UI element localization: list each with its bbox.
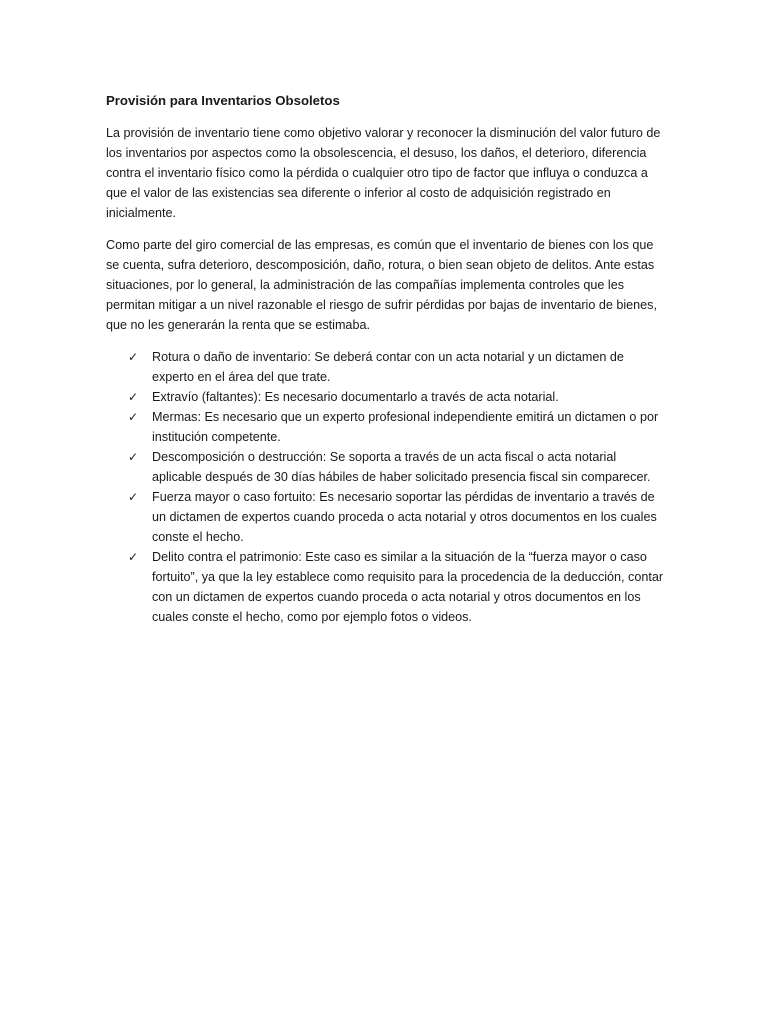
- list-item: [106, 547, 666, 627]
- document-page: [106, 91, 666, 627]
- check-icon: ✓: [128, 450, 139, 464]
- list-item-text: Extravío (faltantes): Es necesario documentarlo a través de acta notarial.: [152, 390, 559, 404]
- check-icon: ✓: [128, 490, 139, 504]
- check-icon: ✓: [128, 350, 139, 364]
- list-item-text: Mermas: Es necesario que un experto profesional independiente emitirá un dictamen o por institución competente.: [152, 410, 659, 444]
- check-icon: ✓: [128, 390, 139, 404]
- document-title: Provisión para Inventarios Obsoletos: [106, 93, 340, 108]
- paragraph-intro: La provisión de inventario tiene como objetivo valorar y reconocer la disminución del valor futuro de los inventarios por aspectos como la obsolescencia, el desuso, los daños, el deterioro, diferencia contra el inventario físico como la pérdida o cualquier otro tipo de factor que influya o conduzca a que el valor de las existencias sea diferente o inferior al costo de adquisición registrado en inicialmente.: [106, 126, 661, 220]
- list-item-text: Rotura o daño de inventario: Se deberá contar con un acta notarial y un dictamen de experto en el área del que trate.: [152, 350, 624, 384]
- check-icon: ✓: [128, 410, 139, 424]
- checklist: [106, 347, 666, 627]
- list-item: [106, 407, 666, 447]
- list-item-text: Fuerza mayor o caso fortuito: Es necesario soportar las pérdidas de inventario a través de un dictamen de expertos cuando proceda o acta notarial y otros documentos en los cuales conste el hecho.: [152, 490, 657, 544]
- list-item: [106, 347, 666, 387]
- list-item-text: Delito contra el patrimonio: Este caso es similar a la situación de la “fuerza mayor o caso fortuito”, ya que la ley establece como requisito para la procedencia de la deducción, contar con un dictamen de expertos cuando proceda o acta notarial y otros documentos en los cuales conste el hecho, como por ejemplo fotos o videos.: [152, 550, 664, 624]
- list-item: [106, 447, 666, 487]
- check-icon: ✓: [128, 550, 139, 564]
- list-item: [106, 387, 666, 407]
- paragraph-context: Como parte del giro comercial de las empresas, es común que el inventario de bienes con los que se cuenta, sufra deterioro, descomposición, daño, rotura, o bien sean objeto de delitos. Ante estas situaciones, por lo general, la administración de las compañías implementa controles que les permitan mitigar a un nivel razonable el riesgo de sufrir pérdidas por bajas de inventario de bienes, que no les generarán la renta que se estimaba.: [106, 238, 657, 332]
- list-item-text: Descomposición o destrucción: Se soporta a través de un acta fiscal o acta notarial aplicable después de 30 días hábiles de haber solicitado presencia fiscal sin comparecer.: [152, 450, 651, 484]
- list-item: [106, 487, 666, 547]
